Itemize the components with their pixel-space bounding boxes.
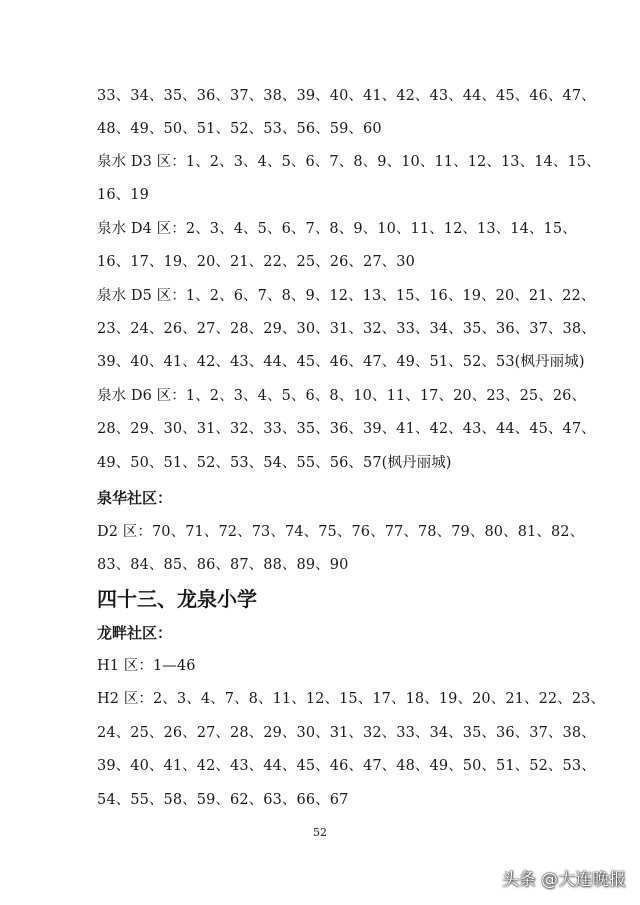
section-title: 四十三、龙泉小学 xyxy=(97,587,257,611)
text-line: D2 区：70、71、72、73、74、75、76、77、78、79、80、81、82、 xyxy=(97,524,585,540)
text-line: 泉水 D6 区：1、2、3、4、5、6、8、10、11、17、20、23、25、26、 xyxy=(97,388,587,404)
text-line: 49、50、51、52、53、54、55、56、57(枫丹丽城) xyxy=(97,455,452,471)
page-number: 52 xyxy=(313,826,327,839)
text-line: 泉水 D3 区：1、2、3、4、5、6、7、8、9、10、11、12、13、14、15、 xyxy=(97,154,601,170)
quanhua-heading: 泉华社区： xyxy=(97,489,173,507)
text-line: 48、49、50、51、52、53、56、59、60 xyxy=(97,121,382,137)
text-line: 83、84、85、86、87、88、89、90 xyxy=(97,557,349,573)
text-line: 16、17、19、20、21、22、25、26、27、30 xyxy=(97,254,415,270)
text-line: 24、25、26、27、28、29、30、31、32、33、34、35、36、37、38、 xyxy=(97,725,596,741)
text-line: 泉水 D4 区：2、3、4、5、6、7、8、9、10、11、12、13、14、15、 xyxy=(97,221,577,237)
source-watermark: 头条 @大连晚报 xyxy=(501,870,626,890)
text-line: 28、29、30、31、32、33、35、36、39、41、42、43、44、45、47、 xyxy=(97,421,596,437)
text-line: H1 区：1—46 xyxy=(97,658,196,674)
text-line: 39、40、41、42、43、44、45、46、47、49、51、52、53(枫丹丽城) xyxy=(97,354,585,370)
text-line: 23、24、26、27、28、29、30、31、32、33、34、35、36、37、38、 xyxy=(97,321,596,337)
longpan-heading: 龙畔社区： xyxy=(97,624,173,642)
text-line: 54、55、58、59、62、63、66、67 xyxy=(97,792,349,808)
text-line: 33、34、35、36、37、38、39、40、41、42、43、44、45、46、47、 xyxy=(97,88,596,104)
text-line: 16、19 xyxy=(97,187,149,203)
text-line: 泉水 D5 区：1、2、6、7、8、9、12、13、15、16、19、20、21、22、 xyxy=(97,288,596,304)
text-line: 39、40、41、42、43、44、45、46、47、48、49、50、51、52、53、 xyxy=(97,758,596,774)
text-line: H2 区：2、3、4、7、8、11、12、15、17、18、19、20、21、22、23、 xyxy=(97,691,606,707)
